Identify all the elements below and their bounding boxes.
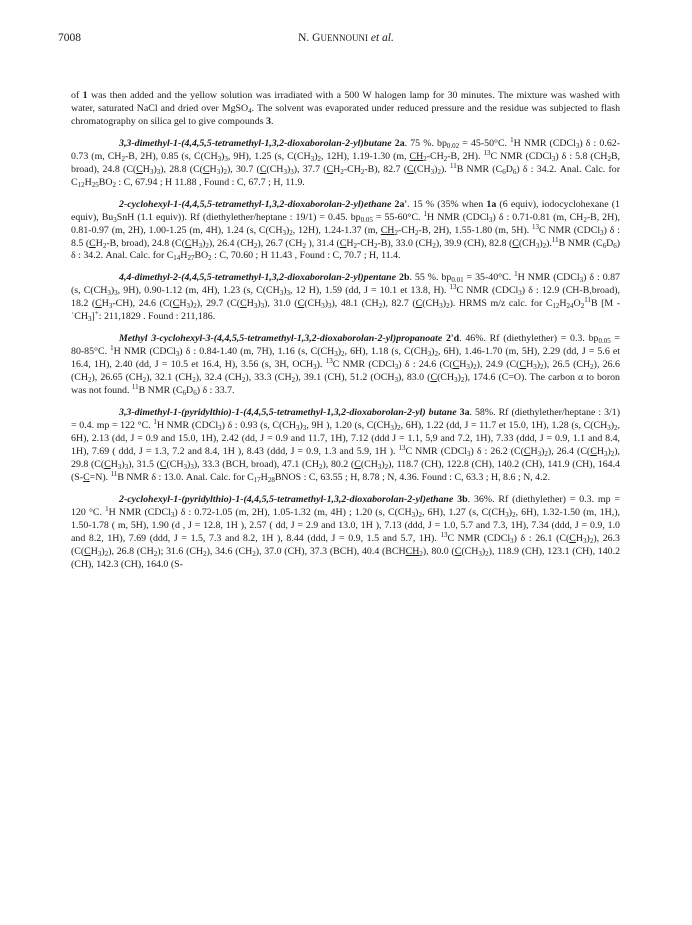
- compound-entry-2a-prime: 2-cyclohexyl-1-(4,4,5,5-tetramethyl-1,3,2-dioxaborolan-2-yl)ethane 2a'. 15 % (35% when 1a (6 equiv), iodocyclohexane (1 equiv), $Bu_3SnH$ (1.1 equiv)). Rf (diethylether/heptane : 19/1) = 0.45. $bp_{0.05} = 55-60^\circ C$. $^1$H NMR (CDCl$_3$) δ : 0.71-0.81 (m, $CH_2-B$, 2H), 0.81-0.97 (m, 2H), 1.00-1.25 (m, 4H), 1.24 (s, $C(CH_3)_2$, 12H), 1.24-1.37 (m, $CH_2-CH_2-B$, 2H), 1.55-1.80 (m, 5H). $^{13}$C NMR (CDCl$_3$) δ : 8.5 ($CH_2-B$, broad), 24.8 $(C(CH_3)_2)$, 26.4 $(CH_2)$, 26.7 ($CH_2$ ), 31.4 $(CH_2-CH_2-B)$, 33.0 $(CH_2)$, 39.9 (CH), 82.8 $(C(CH_3)_2).^{11}B$ NMR $(C_6D_6)$ δ : 34.2. Anal. Calc. for $C_{14}H_{27}BO_2$ : C, 70.60 ; H 11.43 , Found : C, 70.7 ; H, 11.4.: [71, 198, 621, 263]
- compound-label: 3a: [459, 407, 470, 419]
- compound-name: 2-cyclohexyl-1-(4,4,5,5-tetramethyl-1,3,2-dioxaborolan-2-yl)ethane: [119, 198, 392, 210]
- compound-name: 2-cyclohexyl-1-(pyridylthio)-1-(4,4,5,5-tetramethyl-1,3,2-dioxaborolan-2-yl)ethane: [119, 493, 454, 505]
- compound-entry-3a: 3,3-dimethyl-1-(pyridylthio)-1-(4,4,5,5-tetramethyl-1,3,2-dioxaborolan-2-yl) butane 3a. 58%. Rf (diethylether/heptane : 3/1) = 0.4. mp = 122 °C. $^1$H NMR (CDCl$_3$) δ : 0.93 (s, $C(CH_3)_3$, 9H ), 1.20 (s, $C(CH_3)_2$, 6H), 1.22 (dd, J = 11.7 et 15.0, 1H), 1.28 (s, $C(CH_3)_2$, 6H), 2.13 (dd, J = 0.9 and 15.0, 1H), 2.42 (dd, J = 0.9 and 11.7, 1H), 7.12 (ddd J = 1.1, 5,9 and 7.2, 1H), 7.33 (ddd, J = 0.9, 1.1 and 8.4, 1H), 7.69 ( ddd, J = 1.3, 7.2 and 8.4, 1H ), 8.43 (ddd, J = 0.9, 1.3 and 5.9, 1H ). $^{13}$C NMR (CDCl$_3$) δ : 26.2 $(C(CH_3)_2)$, 26.4 $(C(CH_3)_2)$, 29.8 $(C(CH_3)_3)$, 31.5 $(C(CH_3)_3)$, 33.3 (BCH, broad), 47.1 $(CH_2)$, 80.2 $(C(CH_3)_2)$, 118.7 (CH), 122.8 (CH), 140.2 (CH), 141.9 (CH), 164.4 (S-C=N). $^{11}$B NMR δ : 13.0. Anal. Calc. for $C_{17}H_{28}BNOS$ : C, 63.55 ; H, 8.78 ; N, 4.36. Found : C, 63.3 ; H, 8.6 ; N, 4.2.: [71, 407, 621, 484]
- compound-label: 2'd: [445, 333, 460, 345]
- compound-entry-2d-prime: Methyl 3-cyclohexyl-3-(4,4,5,5-tetramethyl-1,3,2-dioxaborolan-2-yl)propanoate 2'd. 46%. Rf (diethylether) = 0.3. $bp_{0.05} = 80-85^\circ C$. $^1$H NMR (CDCl$_3$) δ : 0.84-1.40 (m, 7H), 1.16 (s, $C(CH_3)_2$, 6H), 1.18 (s, $C(CH_3)_2$, 6H), 1.46-1.70 (m, 5H), 2.29 (dd, J = 5.6 et 16.4, 1H), 2.40 (dd, J = 10.5 et 16.4, H), 3.56 (s, 3H, $OCH_3$). $^{13}$C NMR (CDCl$_3$) δ : 24.6 $(C(CH_3)_2)$, 24.9 $(C(CH_3)_2)$, 26.5 $(CH_2)$, 26.6 $(CH_2)$, 26.65 $(CH_2)$, 32.1 $(CH_2)$, 32.4 $(CH_2)$, 33.3 $(CH_2)$, 39.1 (CH), 51.2 $(OCH_3)$, 83.0 $(C(CH_3)_2)$, 174.6 (C=O). The carbon α to boron was not found. $^{11}$B NMR $(C_6D_6)$ δ : 33.7.: [71, 333, 620, 398]
- compound-name: 3,3-dimethyl-1-(pyridylthio)-1-(4,4,5,5-tetramethyl-1,3,2-dioxaborolan-2-yl) butane: [119, 407, 457, 419]
- compound-label: 2a': [394, 198, 408, 210]
- compound-entry-2a: 3,3-dimethyl-1-(4,4,5,5-tetramethyl-1,3,2-dioxaborolan-2-yl)butane 2a. 75 %. $bp_{0.02} = 45-50^\circ C$. $^1$H NMR (CDCl$_3$) δ : 0.62-0.73 (m, $CH_2-B$, 2H), 0.85 (s, $C(CH_3)_3$, 9H), 1.25 (s, $C(CH_3)_2$, 12H), 1.19-1.30 (m, $CH_2-CH_2-B$, 2H). $^{13}$C NMR (CDCl$_3$) δ : 5.8 ($CH_2B$, broad), 24.8 $(C(CH_3)_3)$, 28.8 $(C(CH_3)_2)$, 30.7 $(C(CH_3)_3)$, 37.7 $(CH_2-CH_2-B)$, 82.7 $(C(CH_3)_2)$. $^{11}$B NMR $(C_6D_6)$ δ : 34.2. Anal. Calc. for $C_{12}H_{25}BO_2$ : C, 67.94 ; H 11.88 , Found : C, 67.7 ; H, 11.9.: [71, 135, 621, 189]
- compound-name: Methyl 3-cyclohexyl-3-(4,4,5,5-tetramethyl-1,3,2-dioxaborolan-2-yl)propanoate: [119, 333, 443, 345]
- intro-paragraph: of 1 was then added and the yellow solution was irradiated with a 500 W halogen lamp for 30 minutes. The mixture was washed with water, saturated NaCl and dried over MgSO$_4$. The solvent was evaporated under reduced pressure and the residue was subjected to flash chromatography on silica gel to give compounds 3.: [71, 90, 621, 127]
- compound-entry-2b: 4,4-dimethyl-2-(4,4,5,5-tetramethyl-1,3,2-dioxaborolan-2-yl)pentane 2b. 55 %. $bp_{0.01} = 35-40^\circ C$. $^1$H NMR (CDCl$_3$) δ : 0.87 (s, $C(CH_3)_3$, 9H), 0.90-1.12 (m, 4H), 1.23 (s, $C(CH_3)_3$, 12 H), 1.59 (dd, J = 10.1 et 13.8, H). $^{13}$C NMR (CDCl$_3$) δ : 12.9 (CH-B,broad), 18.2 $(CH_3-CH)$, 24.6 $(C(CH_3)_2)$, 29.7 $(C(CH_3)_3)$, 31.0 $(C(CH_3)_3)$, 48.1 $(CH_2)$, 82.7 $(C(CH_3)_2)$. HRMS m/z calc. for $C_{12}H_{24}O_2^{11}B$ $[M - ˙CH_3]^+$: 211,1829 . Found : 211,186.: [71, 270, 621, 324]
- page-header: [58, 32, 634, 46]
- compound-entry-3b: 2-cyclohexyl-1-(pyridylthio)-1-(4,4,5,5-tetramethyl-1,3,2-dioxaborolan-2-yl)ethane 3b. 36%. Rf (diethylether) = 0.3. mp = 120 °C. $^1$H NMR (CDCl$_3$) δ : 0.72-1.05 (m, 2H), 1.05-1.32 (m, 4H) ; 1.20 (s, $C(CH_3)_2$, 6H), 1.27 (s, $C(CH_3)_2$, 6H), 1.32-1.50 (m, 1H,), 1.50-1.78 ( m, 5H), 1.90 (d , J = 12.8, 1H ), 2.57 ( dd, J = 2.9 and 13.0, 1H ), 7.13 (ddd, J = 1.0, 5.7 and 7.3, 1H), 7.34 (ddd, J = 0.9, 1.0 and 8.2, 1H), 7.69 (ddd, J = 1.5, 7.3 and 8.2, 1H ), 8.44 (ddd, J = 0.9, 1.5 and 5.7, 1H). $^{13}$C NMR (CDCl$_3$) δ : 26.1 $(C(CH_3)_2)$, 26.3 $(C(CH_3)_2)$, 26.8 $(CH_2)$; 31.6 $(CH_2)$, 34.6 $(CH_2)$, 37.0 (CH), 37.3 (BCH), 40.4 $(BCHCH_2)$, 80.0 $(C(CH_3)_2)$, 118.9 (CH), 123.1 (CH), 140.2 (CH), 142.3 (CH), 164.0 (S-: [71, 493, 621, 570]
- compound-label: 2b: [399, 272, 410, 284]
- compound-name: 4,4-dimethyl-2-(4,4,5,5-tetramethyl-1,3,2-dioxaborolan-2-yl)pentane: [119, 272, 397, 284]
- running-head-authors: N. GUENNOUNI et al.: [298, 32, 394, 44]
- article-body: [71, 90, 620, 571]
- compound-label: 2a: [394, 137, 405, 149]
- compound-label: 3b: [457, 493, 468, 505]
- compound-name: 3,3-dimethyl-1-(4,4,5,5-tetramethyl-1,3,2-dioxaborolan-2-yl)butane: [119, 137, 392, 149]
- page-number: 7008: [58, 32, 81, 44]
